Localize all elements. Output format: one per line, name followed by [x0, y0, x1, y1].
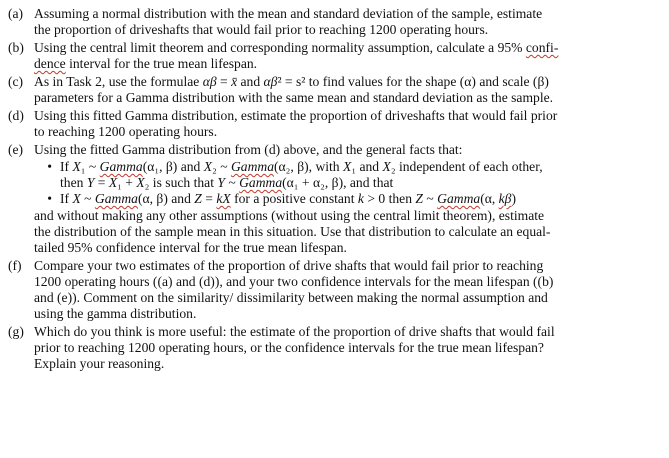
item-line: the proportion of driveshafts that would fail prior to reaching 1200 operating hours.: [34, 22, 489, 37]
item-label: (e): [8, 142, 24, 157]
item-line: Using the central limit theorem and corresponding normality assumption, calculate a 95% confi-: [34, 40, 559, 55]
task-item-g: [8, 324, 659, 372]
item-line: Using this fitted Gamma distribution, estimate the proportion of driveshafts that would fail prior: [34, 108, 558, 123]
fact-text: If X₁ ~ Gamma(α₁, β) and X₂ ~ Gamma(α₂, β), with X₁ and X₂ independent of each other, then Y = X₁ + X₂ is such that Y ~ Gamma(α₁ + α₂, β), and that: [60, 159, 543, 190]
fact-text: If X ~ Gamma(α, β) and Z = kX for a positive constant k > 0 then Z ~ Gamma(α, kβ): [60, 191, 516, 206]
bullet-icon: •: [47, 191, 52, 206]
task-item-a: [8, 6, 659, 38]
item-line: tailed 95% confidence interval for the true mean lifespan.: [34, 240, 347, 255]
item-label: (f): [8, 258, 22, 273]
item-body: [34, 6, 659, 38]
item-body: [34, 258, 659, 322]
item-line: and without making any other assumptions (without using the central limit theorem), estimate: [34, 208, 545, 223]
item-line: the distribution of the sample mean in this situation. Use that distribution to calculate an equal-: [34, 224, 551, 239]
item-line: dence interval for the true mean lifespan.: [34, 56, 258, 71]
item-line: 1200 operating hours ((a) and (d)), and your two confidence intervals for the mean lifespan ((b): [34, 274, 554, 289]
item-body: [34, 108, 659, 140]
task-item-e: [8, 142, 659, 256]
item-line: As in Task 2, use the formulae αβ = x̄ and αβ² = s² to find values for the shape (α) and scale (β): [34, 74, 549, 89]
item-label: (d): [8, 108, 24, 123]
item-body: [34, 40, 659, 72]
task-item-d: [8, 108, 659, 140]
item-label: (g): [8, 324, 24, 339]
task-item-f: [8, 258, 659, 322]
facts-list: [34, 159, 659, 207]
item-label: (b): [8, 40, 24, 55]
item-line: Assuming a normal distribution with the mean and standard deviation of the sample, estimate: [34, 6, 543, 21]
item-line: Compare your two estimates of the proportion of drive shafts that would fail prior to reaching: [34, 258, 544, 273]
fact-item: [34, 191, 659, 207]
item-line: prior to reaching 1200 operating hours, or the confidence intervals for the true mean lifespan?: [34, 340, 544, 355]
item-body: [34, 142, 659, 256]
item-body: [34, 74, 659, 106]
item-intro: Using the fitted Gamma distribution from (d) above, and the general facts that:: [34, 142, 463, 157]
fact-item: [34, 159, 659, 191]
item-label: (c): [8, 74, 24, 89]
item-line: to reaching 1200 operating hours.: [34, 124, 218, 139]
item-line: parameters for a Gamma distribution with the same mean and standard deviation as the sample.: [34, 90, 554, 105]
item-label: (a): [8, 6, 24, 21]
task-item-b: [8, 40, 659, 72]
item-line: using the gamma distribution.: [34, 306, 197, 321]
item-body: [34, 324, 659, 372]
item-line: Explain your reasoning.: [34, 356, 165, 371]
item-line: and (e)). Comment on the similarity/ dissimilarity between making the normal assumption and: [34, 290, 548, 305]
bullet-icon: •: [47, 159, 52, 174]
item-line: Which do you think is more useful: the estimate of the proportion of drive shafts that would fail: [34, 324, 555, 339]
task-item-c: [8, 74, 659, 106]
